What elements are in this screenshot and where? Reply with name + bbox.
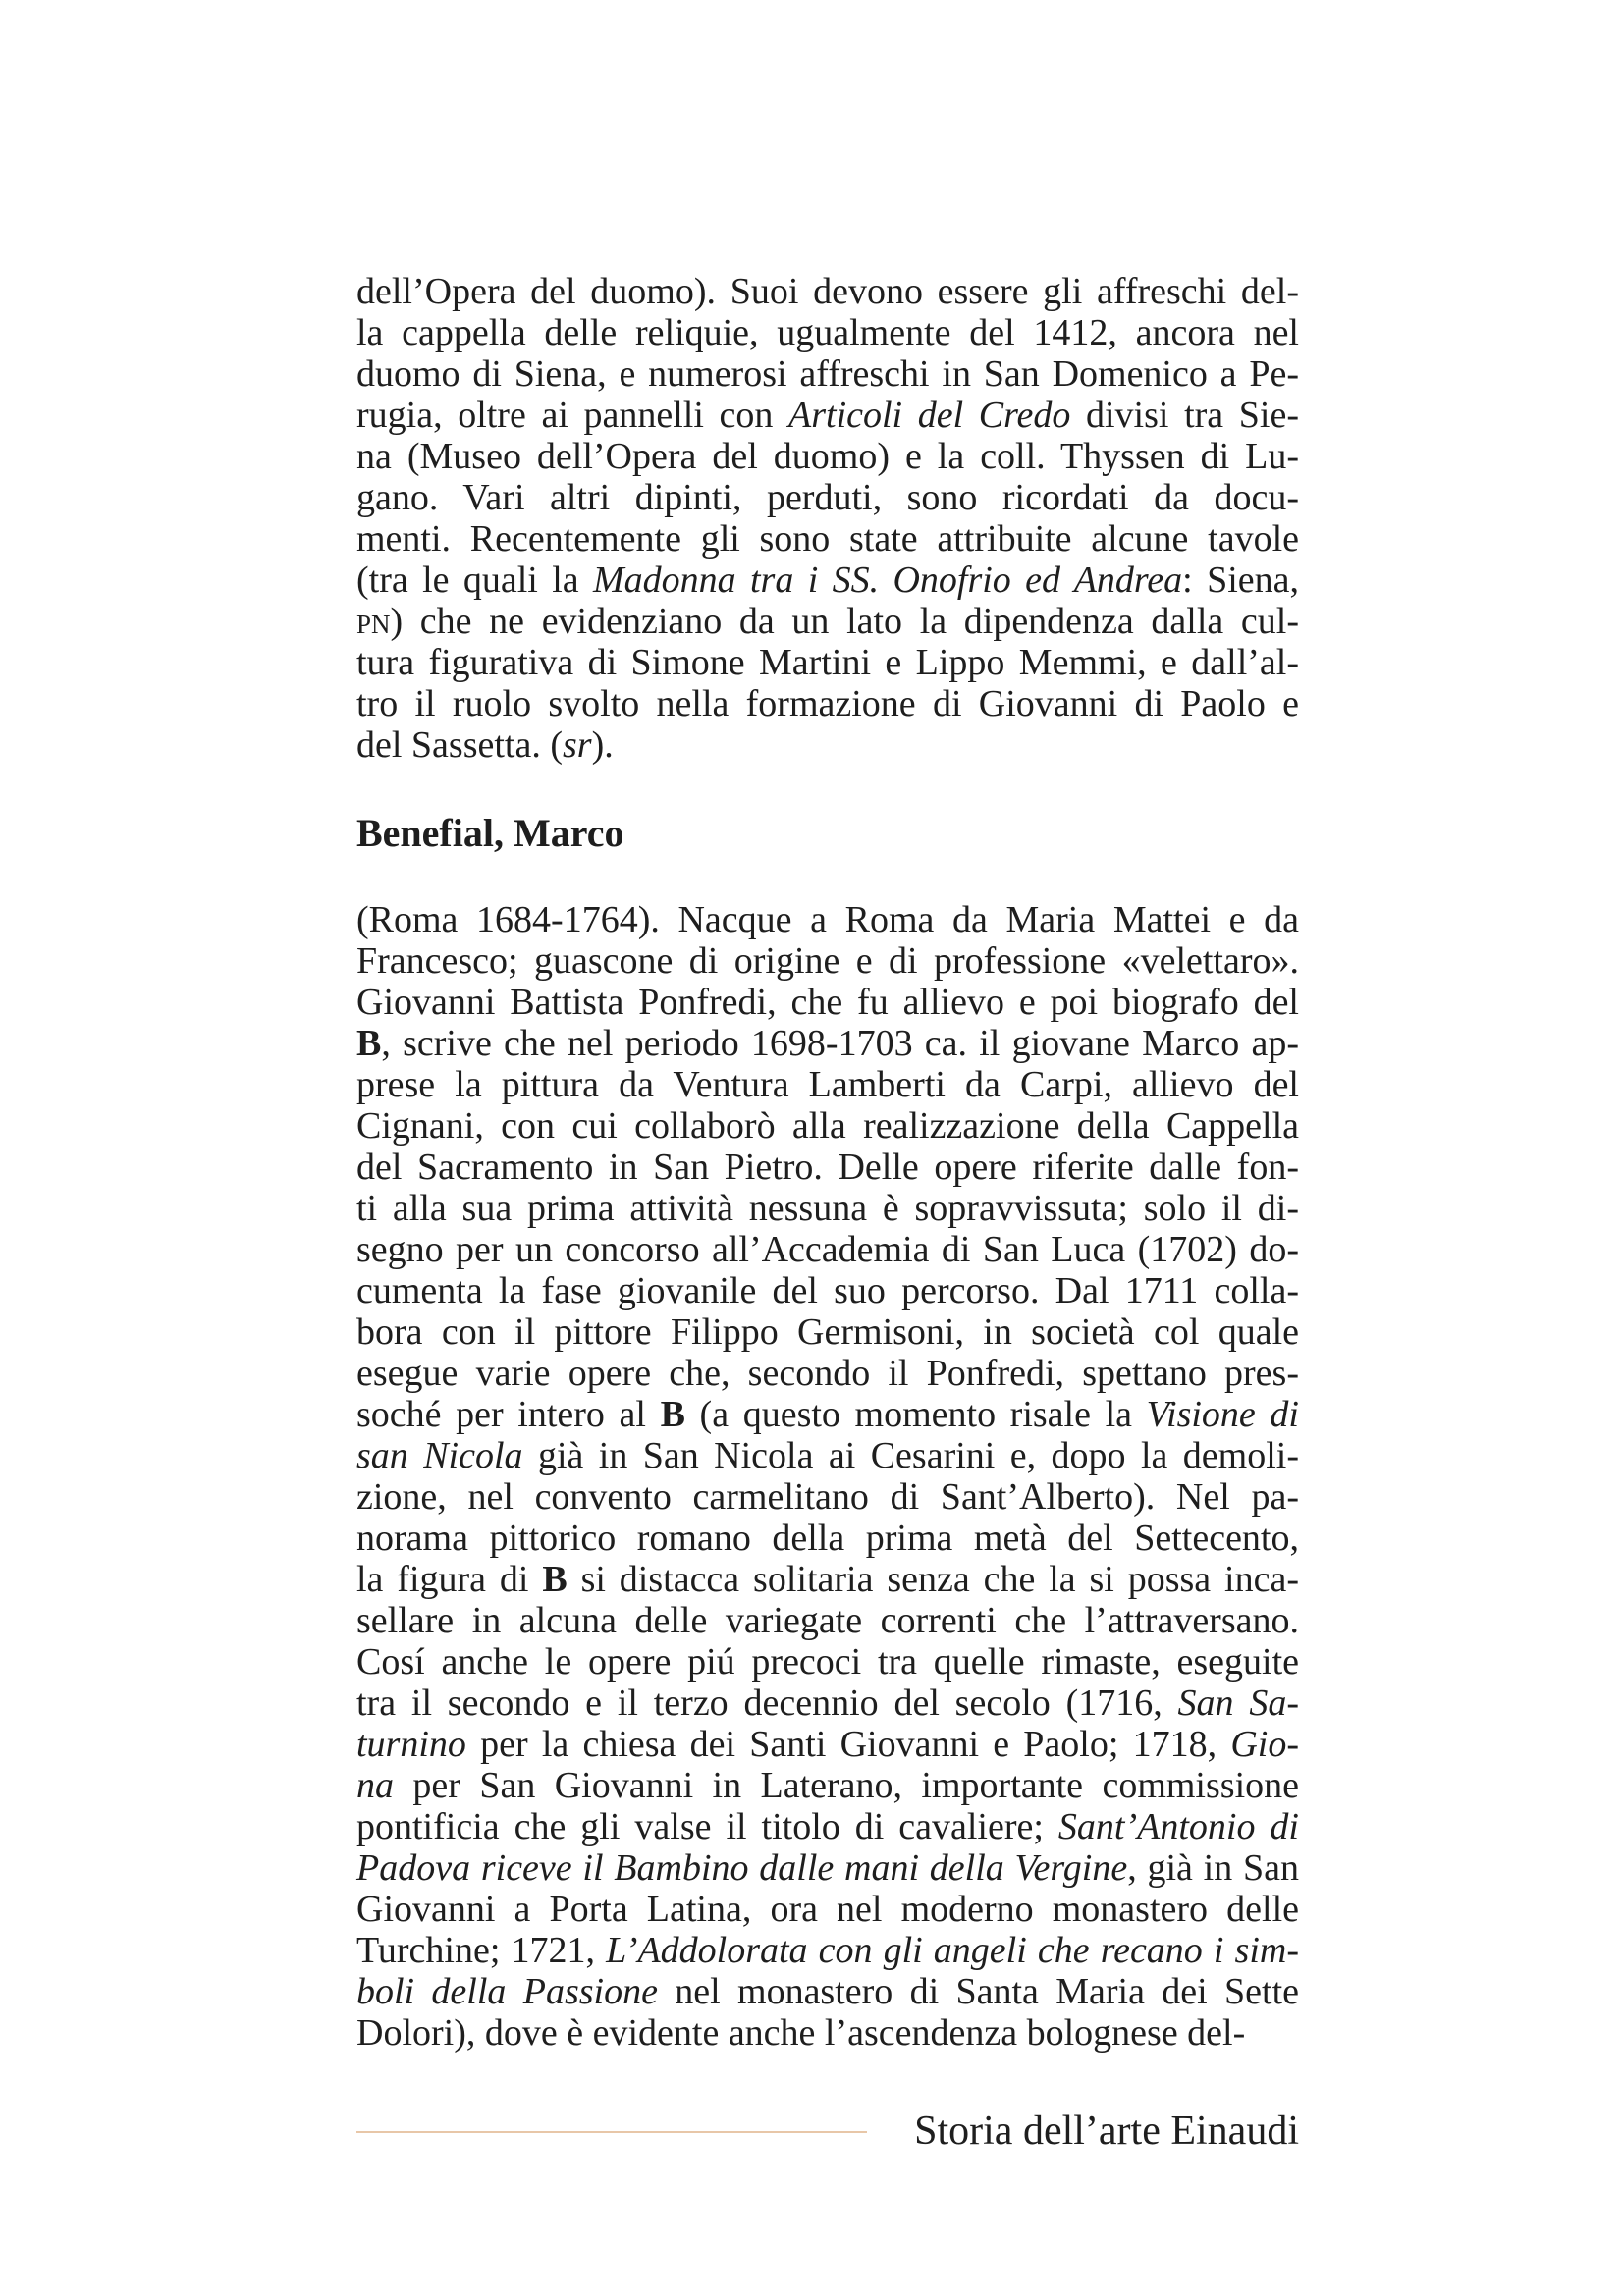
entry-heading: Benefial, Marco [356,811,624,855]
entry-line: Turchine; 1721, L’Addolorata con gli angeli che recano i sim- [356,1930,1299,1971]
entry-paragraph [356,899,1299,2054]
entry-line: segno per un concorso all’Accademia di San Luca (1702) do- [356,1229,1299,1270]
entry-line: tra il secondo e il terzo decennio del secolo (1716, San Sa- [356,1682,1300,1724]
entry-line: sellare in alcuna delle variegate correnti che l’attraversano. [356,1600,1299,1641]
entry-line: cumenta la fase giovanile del suo percorso. Dal 1711 colla- [356,1270,1299,1311]
continuation-line: na (Museo dell’Opera del duomo) e la coll. Thyssen di Lu- [356,436,1299,477]
entry-line: la figura di B si distacca solitaria senza che la si possa inca- [356,1559,1299,1600]
entry-line: B, scrive che nel periodo 1698-1703 ca. il giovane Marco ap- [356,1023,1299,1064]
entry-line: na per San Giovanni in Laterano, importante commissione [356,1765,1299,1806]
entry-line: Francesco; guascone di origine e di professione «velettaro». [356,940,1299,982]
entry-line: Padova riceve il Bambino dalle mani della Vergine, già in San [356,1847,1299,1889]
entry-line: ti alla sua prima attività nessuna è sopravvissuta; solo il di- [356,1188,1299,1229]
entry-line: esegue varie opere che, secondo il Ponfredi, spettano pres- [356,1353,1299,1394]
entry-line: zione, nel convento carmelitano di Sant’Alberto). Nel pa- [356,1476,1299,1518]
entry-line: Giovanni Battista Ponfredi, che fu allievo e poi biografo del [356,982,1299,1023]
continuation-line: la cappella delle reliquie, ugualmente del 1412, ancora nel [356,312,1299,353]
continuation-line: rugia, oltre ai pannelli con Articoli del Credo divisi tra Sie- [356,395,1299,436]
continuation-line: menti. Recentemente gli sono state attribuite alcune tavole [356,518,1299,560]
continuation-line: pn) che ne evidenziano da un lato la dipendenza dalla cul- [356,601,1299,642]
entry-line: prese la pittura da Ventura Lamberti da Carpi, allievo del [356,1064,1299,1105]
entry-line: bora con il pittore Filippo Germisoni, in società col quale [356,1311,1299,1353]
continuation-line: gano. Vari altri dipinti, perduti, sono ricordati da docu- [356,477,1299,518]
continuation-line: tro il ruolo svolto nella formazione di Giovanni di Paolo e [356,683,1299,724]
footer-rule [356,2131,867,2133]
entry-line: soché per intero al B (a questo momento risale la Visione di [356,1394,1299,1435]
continuation-line: duomo di Siena, e numerosi affreschi in San Domenico a Pe- [356,353,1299,395]
continuation-line: (tra le quali la Madonna tra i SS. Onofrio ed Andrea: Siena, [356,560,1299,601]
entry-line: turnino per la chiesa dei Santi Giovanni e Paolo; 1718, Gio- [356,1724,1299,1765]
continuation-line: tura figurativa di Simone Martini e Lippo Memmi, e dall’al- [356,642,1299,683]
entry-line: pontificia che gli valse il titolo di cavaliere; Sant’Antonio di [356,1806,1299,1847]
entry-line: Cosí anche le opere piú precoci tra quelle rimaste, eseguite [356,1641,1299,1682]
entry-line: norama pittorico romano della prima metà del Settecento, [356,1518,1299,1559]
footer-publisher: Storia dell’arte Einaudi [914,2109,1299,2154]
entry-line: Giovanni a Porta Latina, ora nel moderno monastero delle [356,1889,1299,1930]
continuation-line: dell’Opera del duomo). Suoi devono essere gli affreschi del- [356,271,1299,312]
continuation-paragraph [356,271,1299,766]
entry-line: (Roma 1684-1764). Nacque a Roma da Maria Mattei e da [356,899,1299,940]
entry-line: boli della Passione nel monastero di Santa Maria dei Sette [356,1971,1299,2012]
entry-line: del Sacramento in San Pietro. Delle opere riferite dalle fon- [356,1147,1299,1188]
entry-line: san Nicola già in San Nicola ai Cesarini e, dopo la demoli- [356,1435,1299,1476]
entry-line: Cignani, con cui collaborò alla realizzazione della Cappella [356,1105,1299,1147]
entry-line: Dolori), dove è evidente anche l’ascendenza bolognese del- [356,2012,1246,2054]
continuation-line: del Sassetta. (sr). [356,724,614,766]
